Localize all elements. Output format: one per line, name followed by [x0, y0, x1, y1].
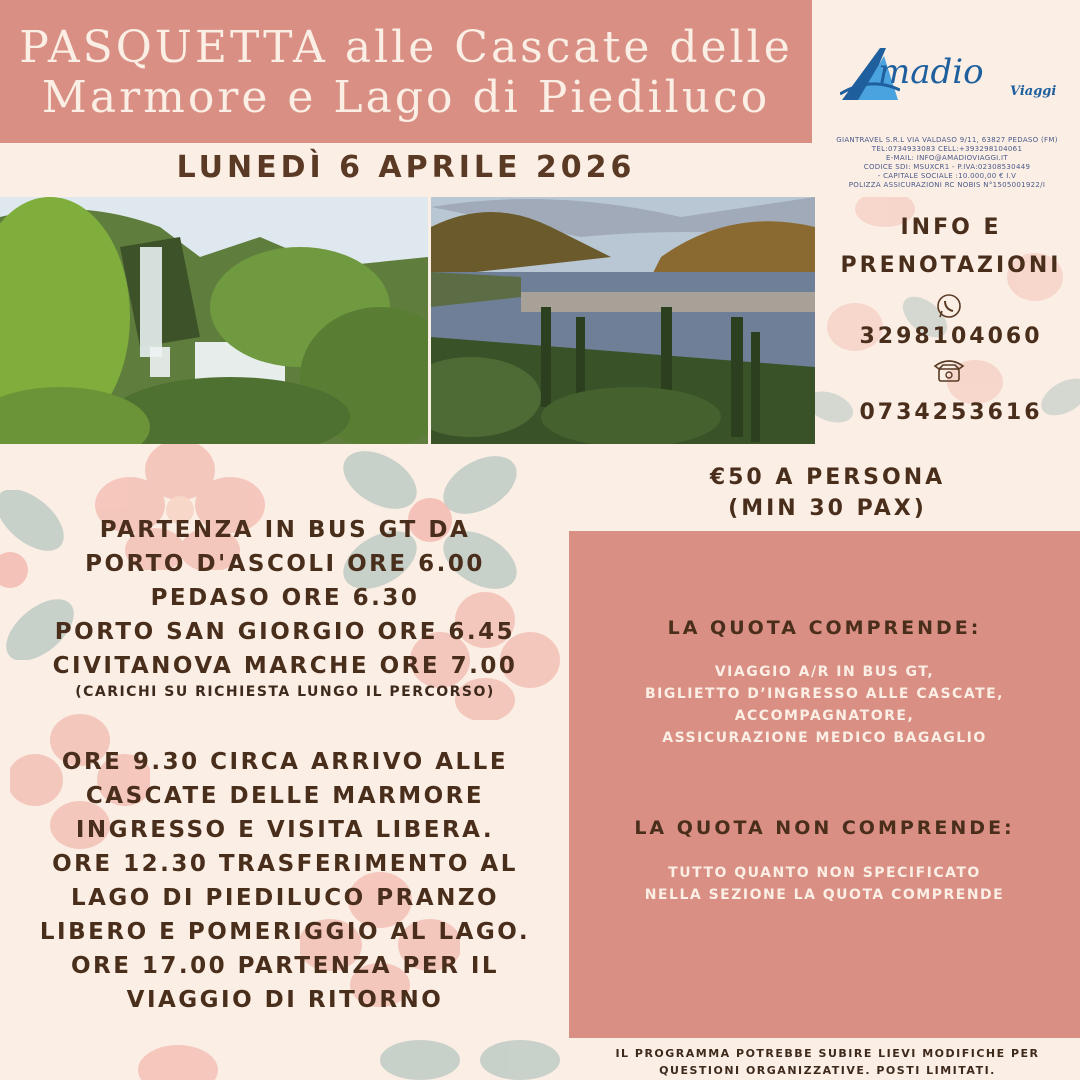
departure-line: PORTO SAN GIORGIO ORE 6.45 [54, 619, 516, 645]
whatsapp-icon [935, 292, 963, 320]
departures-block [0, 513, 570, 683]
disclaimer-note [575, 1045, 1080, 1079]
info-heading-line: INFO E [900, 215, 1002, 240]
includes-item: VIAGGIO A/R IN BUS GT, [714, 664, 935, 680]
price-per-person: €50 A PERSONA [709, 465, 946, 490]
departure-line: PARTENZA IN BUS GT DA [99, 517, 471, 543]
program-line: ORE 9.30 CIRCA ARRIVO ALLE [61, 749, 509, 775]
company-info-line: E-MAIL: INFO@AMADIOVIAGGI.IT [885, 154, 1009, 162]
excludes-list [569, 862, 1080, 906]
departure-line: PEDASO ORE 6.30 [150, 585, 420, 611]
event-date: LUNEDÌ 6 APRILE 2026 [176, 150, 636, 185]
flower-decoration [380, 1030, 570, 1080]
logo-text: madio [878, 52, 984, 92]
includes-heading: LA QUOTA COMPRENDE: [667, 617, 982, 639]
company-info-line: CODICE SDI: MSUXCR1 - P.IVA:02308530449 [863, 163, 1031, 171]
pickup-note: (CARICHI SU RICHIESTA LUNGO IL PERCORSO) [75, 684, 495, 700]
departure-line: PORTO D'ASCOLI ORE 6.00 [85, 551, 485, 577]
company-info [818, 136, 1076, 190]
company-info-line: GIANTRAVEL S.R.L VIA VALDASO 9/11, 63827 PEDASO (FM) [836, 136, 1058, 144]
mobile-number[interactable]: 3298104060 [859, 324, 1043, 349]
info-heading-line: PRENOTAZIONI [840, 253, 1062, 278]
info-heading [822, 209, 1080, 285]
excludes-item: NELLA SEZIONE LA QUOTA COMPRENDE [644, 887, 1005, 903]
excludes-item: TUTTO QUANTO NON SPECIFICATO [668, 865, 981, 881]
includes-item: ACCOMPAGNATORE, [734, 708, 915, 724]
program-line: ORE 17.00 PARTENZA PER IL [70, 953, 500, 979]
logo-subtext: Viaggi [1010, 84, 1057, 99]
telephone-icon [933, 356, 965, 384]
disclaimer-line: IL PROGRAMMA POTREBBE SUBIRE LIEVI MODIFICHE PER [615, 1047, 1040, 1060]
program-line: INGRESSO E VISITA LIBERA. [75, 817, 495, 843]
program-block [0, 745, 570, 1017]
program-line: LIBERO E POMERIGGIO AL LAGO. [39, 919, 531, 945]
event-title-line-2: Marmore e Lago di Piediluco [41, 72, 771, 123]
excludes-heading: LA QUOTA NON COMPRENDE: [634, 817, 1015, 839]
landline-number[interactable]: 0734253616 [859, 400, 1043, 425]
waterfall-photo [0, 197, 428, 444]
flower-decoration [118, 1040, 238, 1080]
event-title-line-1: PASQUETTA alle Cascate delle [19, 22, 793, 73]
includes-item: BIGLIETTO D’INGRESSO ALLE CASCATE, [644, 686, 1005, 702]
disclaimer-line: QUESTIONI ORGANIZZATIVE. POSTI LIMITATI. [659, 1064, 996, 1077]
program-line: LAGO DI PIEDILUCO PRANZO [70, 885, 500, 911]
program-line: VIAGGIO DI RITORNO [126, 987, 444, 1013]
program-line: ORE 12.30 TRASFERIMENTO AL [52, 851, 518, 877]
company-info-line: POLIZZA ASSICURAZIONI RC NOBIS N°1505001922/I [848, 181, 1046, 189]
company-info-line: - CAPITALE SOCIALE :10.000,00 € I.V [877, 172, 1017, 180]
price-block [575, 462, 1080, 524]
includes-item: ASSICURAZIONE MEDICO BAGAGLIO [662, 730, 987, 746]
company-info-line: TEL:0734933083 CELL:+393298104061 [871, 145, 1023, 153]
price-min-pax: (MIN 30 PAX) [728, 496, 927, 521]
lake-photo [431, 197, 815, 444]
program-line: CASCATE DELLE MARMORE [85, 783, 485, 809]
includes-list [569, 661, 1080, 749]
quote-details-box [569, 531, 1080, 1038]
departure-line: CIVITANOVA MARCHE ORE 7.00 [52, 653, 518, 679]
